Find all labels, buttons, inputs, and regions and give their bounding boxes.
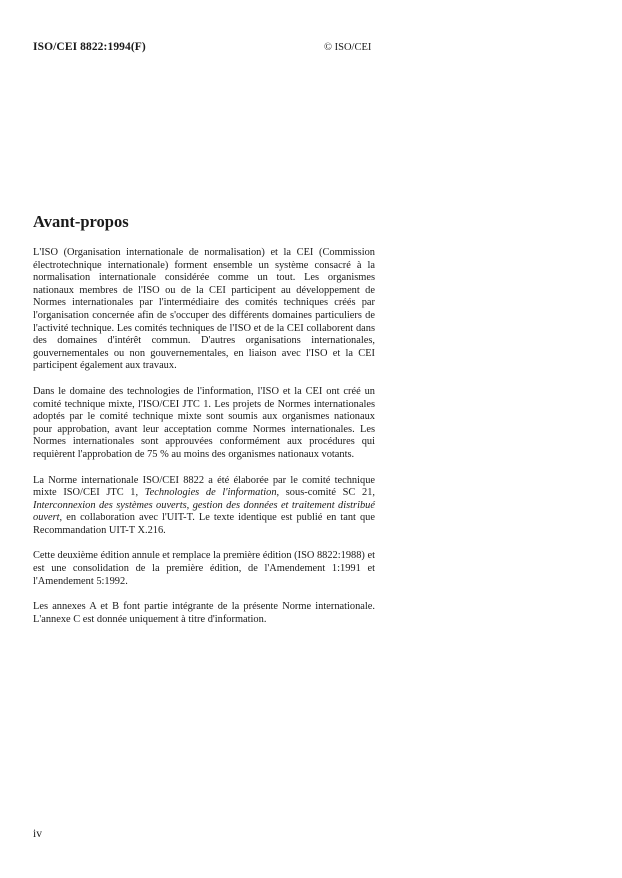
paragraph-elaboration-text-3: , en collaboration avec l'UIT-T. Le texte identique est publié en tant que Recommandation UIT-T X.216. bbox=[33, 512, 375, 536]
paragraph-elaboration-text-1: La Norme internationale ISO/CEI 8822 a été élaborée par le comité technique mixte ISO/CEI JTC 1, bbox=[33, 474, 375, 499]
document-id: ISO/CEI 8822:1994(F) bbox=[33, 41, 146, 53]
paragraph-iso-cei: L'ISO (Organisation internationale de normalisation) et la CEI (Commission électrotechnique internationale) forment ensemble un système consacré à la normalisation internationale considérée comme un tout. Les organismes nationaux membres de l'ISO ou de la CEI participent au développement de Normes internationales par l'intermédiaire des comités techniques créés par l'organisation concernée afin de s'occuper des différents domaines particuliers de l'activité technique. Les comités techniques de l'ISO et de la CEI collaborent dans des domaines d'intérêt commun. D'autres organisations internationales, gouvernementales ou non gouvernementales, en liaison avec l'ISO et la CEI participent également aux travaux. bbox=[33, 247, 375, 372]
sc21-title: Interconnexion des systèmes ouverts, gestion des données et traitement distribué ouvert bbox=[33, 499, 375, 524]
paragraph-jtc1: Dans le domaine des technologies de l'information, l'ISO et la CEI ont créé un comité technique mixte, l'ISO/CEI JTC 1. Les projets de Normes internationales adoptés par le comité technique mixte sont soumis aux organismes nationaux pour approbation, avant leur acceptation comme Normes internationales. Les Normes internationales sont approuvées conformément aux procédures qui requièrent l'approbation de 75 % au moins des organismes nationaux votants. bbox=[33, 385, 375, 460]
section-title: Avant-propos bbox=[33, 212, 129, 231]
paragraph-edition: Cette deuxième édition annule et remplace la première édition (ISO 8822:1988) et est une consolidation de la première édition, de l'Amendement 1:1991 et l'Amendement 5:1992. bbox=[33, 550, 375, 587]
paragraph-elaboration-text-2: , sous-comité SC 21, bbox=[276, 487, 375, 499]
paragraph-annexes: Les annexes A et B font partie intégrante de la présente Norme internationale. L'annexe C est donnée uniquement à titre d'information. bbox=[33, 601, 375, 625]
foreword-body bbox=[33, 247, 375, 626]
jtc1-title: Technologies de l'information bbox=[144, 487, 277, 499]
page-number: iv bbox=[33, 828, 42, 840]
copyright-notice: © ISO/CEI bbox=[324, 42, 372, 53]
paragraph-elaboration bbox=[33, 475, 375, 538]
